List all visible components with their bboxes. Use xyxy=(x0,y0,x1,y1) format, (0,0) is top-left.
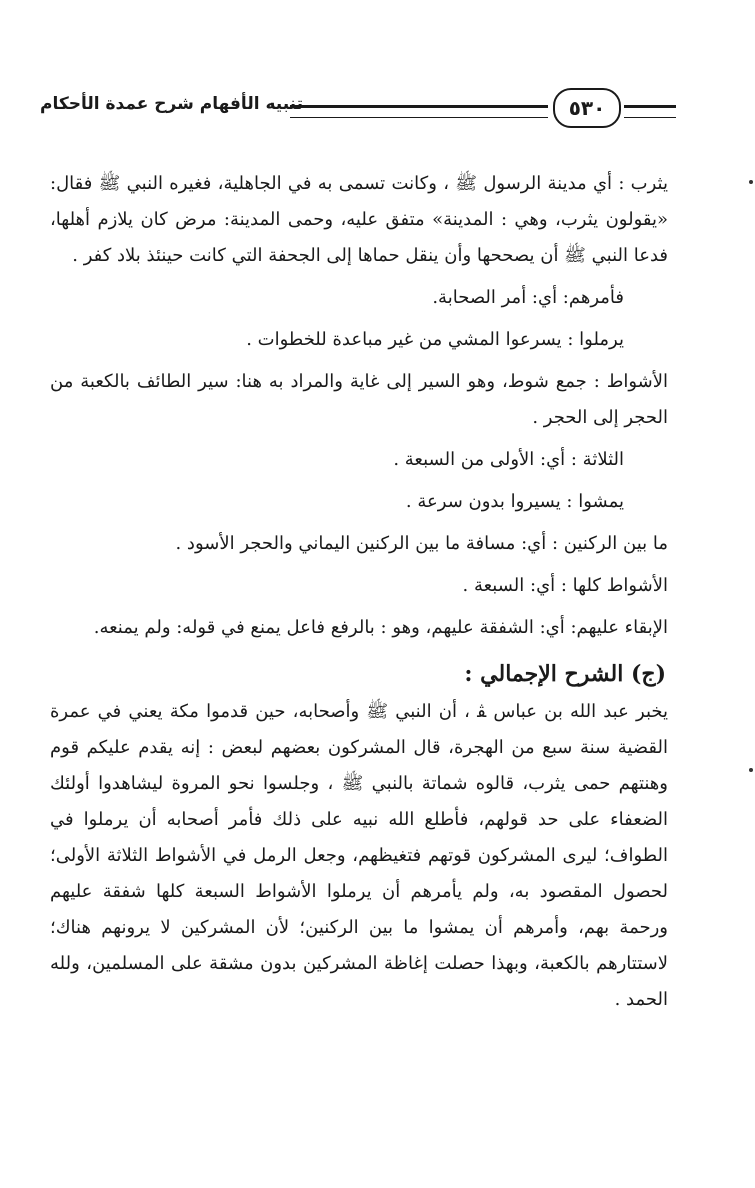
scan-mark xyxy=(749,768,753,772)
running-title: تنبيه الأفهام شرح عمدة الأحكام xyxy=(40,94,303,114)
page-number: ٥٣٠ xyxy=(553,88,621,128)
summary-paragraph: يخبر عبد الله بن عباس ﭭ ، أن النبي ﷺ وأصحابه، حين قدموا مكة يعني في عمرة القضية سنة سبع من الهجرة، قال المشركون بعضهم لبعض : إنه يقدم عليكم قوم وهنتهم حمى يثرب، قالوه شماتة بالنبي ﷺ ، وجلسوا نحو المروة ليشاهدوا أولئك الضعفاء على حد قولهم، فأطلع الله نبيه على ذلك فأمر أصحابه أن يرملوا في الطواف؛ ليرى المشركون قوتهم فتغيظهم، وجعل الرمل في الأشواط الثلاثة الأولى؛ لحصول المقصود به، ولم يأمرهم أن يرملوا الأشواط السبعة كلها شفقة عليهم ورحمة بهم، وأمرهم أن يمشوا ما بين الركنين؛ لأن المشركين لا يرونهم هناك؛ لاستتارهم بالكعبة، وبهذا حصلت إغاظة المشركين بدون مشقة على المسلمين، ولله الحمد . xyxy=(50,701,668,1010)
entry-ashwat-kulluha: الأشواط كلها : أي: السبعة . xyxy=(462,575,668,596)
header-rule xyxy=(624,105,676,118)
scan-mark xyxy=(749,180,753,184)
section-heading: (ج) الشرح الإجمالي : xyxy=(464,661,666,687)
entry-yamshu: يمشوا : يسيروا بدون سرعة . xyxy=(405,491,624,512)
entry-rukn: ما بين الركنين : أي: مسافة ما بين الركنين اليماني والحجر الأسود . xyxy=(175,533,668,554)
entry-yathrib: يثرب : أي مدينة الرسول ﷺ ، وكانت تسمى به في الجاهلية، فغيره النبي ﷺ فقال: «يقولون يثرب، وهي : المدينة» متفق عليه، وحمى المدينة: مرض كان يلازم أهلها، فدعا النبي ﷺ أن يصححها وأن ينقل حماها إلى الجحفة التي كانت حينئذ بلاد كفر . xyxy=(50,173,668,266)
header-rule xyxy=(290,105,548,118)
entry-ibqa: الإبقاء عليهم: أي: الشفقة عليهم، وهو : بالرفع فاعل يمنع في قوله: ولم يمنعه. xyxy=(93,617,668,638)
page-header xyxy=(40,88,690,138)
page-body xyxy=(50,166,668,1018)
entry-ashwat: الأشواط : جمع شوط، وهو السير إلى غاية والمراد به هنا: سير الطائف بالكعبة من الحجر إلى الحجر . xyxy=(50,371,668,428)
entry-thalatha: الثلاثة : أي: الأولى من السبعة . xyxy=(393,449,624,470)
entry-yarmulu: يرملوا : يسرعوا المشي من غير مباعدة للخطوات . xyxy=(246,329,624,350)
entry-faamarahum: فأمرهم: أي: أمر الصحابة. xyxy=(432,287,624,308)
